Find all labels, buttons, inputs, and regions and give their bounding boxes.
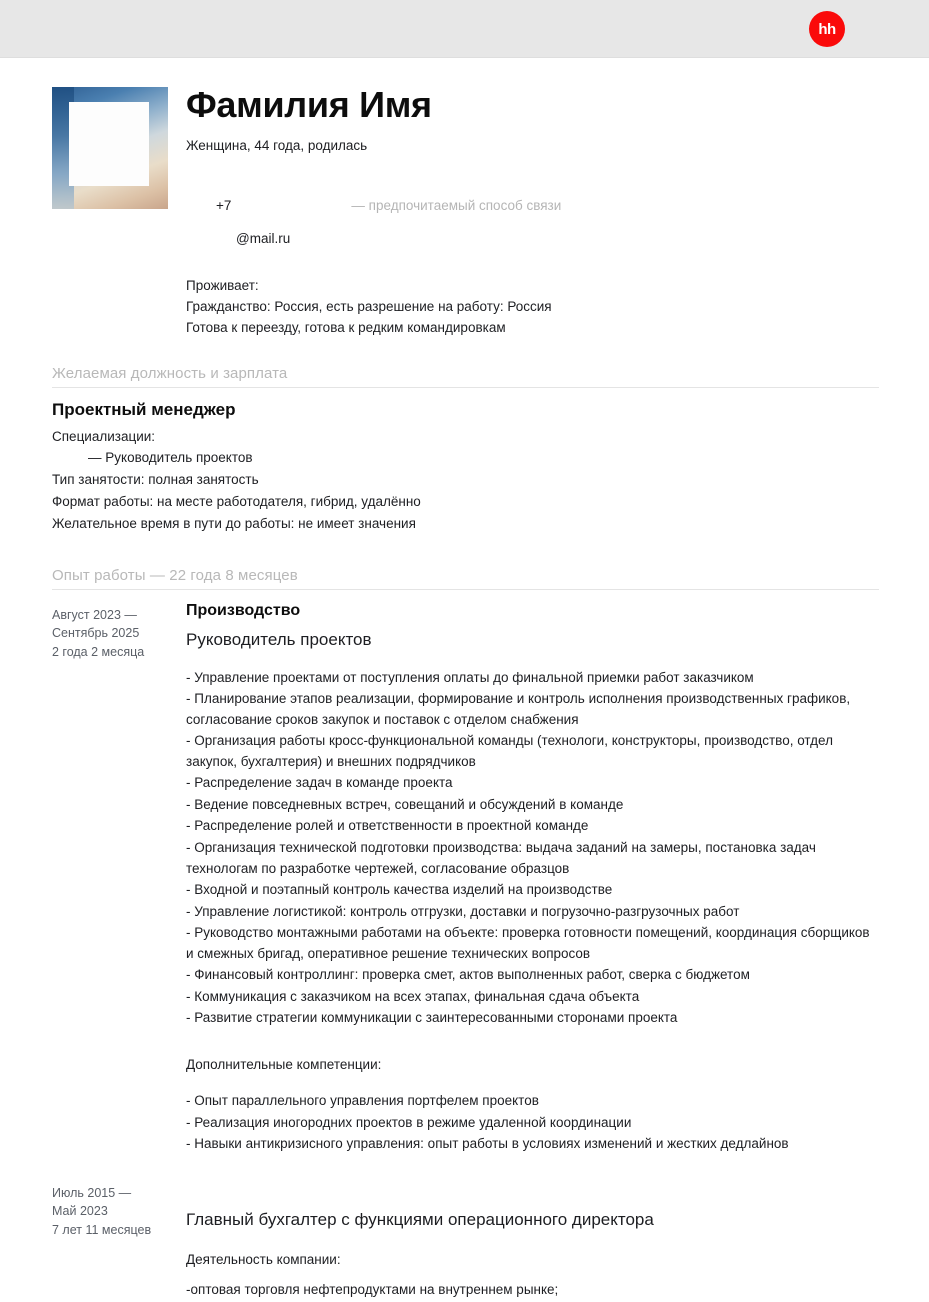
resume-header — [52, 58, 879, 339]
phone-value: +7 — [216, 197, 232, 213]
extra-competencies-label: Дополнительные компетенции: — [186, 1056, 382, 1072]
duty-item: - Управление проектами от поступления оплаты до финальной приемки работ заказчиком — [186, 669, 754, 685]
duty-item: Деятельность компании: — [186, 1251, 341, 1267]
avatar — [52, 87, 168, 209]
date-start: Август 2023 — — [52, 607, 137, 622]
specializations-label: Специализации: — [52, 428, 156, 444]
duty-item: - Распределение задач в команде проекта — [186, 775, 453, 791]
phone-preferred-note: — предпочитаемый способ связи — [351, 197, 562, 213]
duty-item: - Входной и поэтапный контроль качества изделий на производстве — [186, 882, 613, 898]
duty-item: - Организация работы кросс-функциональной команды (технологи, конструкторы, производство, отдел закупок, бухгалтерия) и внешних подрядчиков — [186, 733, 833, 769]
job-position: Главный бухгалтер с функциями операционного директора — [186, 1209, 654, 1229]
duty-item: - Ведение повседневных встреч, совещаний и обсуждений в команде — [186, 796, 624, 812]
gender-age-line: Женщина, 44 года, родилась — [186, 137, 368, 153]
residence-line: Проживает: — [186, 277, 259, 293]
commute-time-line: Желательное время в пути до работы: не имеет значения — [52, 516, 416, 531]
avatar-redaction-block — [69, 102, 149, 186]
extra-competency-item: - Навыки антикризисного управления: опыт работы в условиях изменений и жестких дедлайнов — [186, 1136, 789, 1152]
email-row: @mail.ru — [236, 230, 291, 246]
date-end: Май 2023 — [52, 1204, 108, 1219]
date-end: Сентябрь 2025 — [52, 626, 140, 641]
resume-page — [0, 58, 929, 1302]
duty-item: - Распределение ролей и ответственности в проектной команде — [186, 818, 589, 834]
job-position: Руководитель проектов — [186, 629, 372, 649]
relocation-line: Готова к переезду, готова к редким командировкам — [186, 319, 506, 335]
hh-logo-text: hh — [818, 20, 836, 38]
experience-dates — [52, 602, 186, 1156]
specialization-item: — Руководитель проектов — [88, 450, 253, 466]
company-name: Производство — [186, 601, 301, 619]
section-title-experience: Опыт работы — 22 года 8 месяцев — [52, 567, 879, 590]
experience-dates — [52, 1184, 186, 1302]
duty-item: - Руководство монтажными работами на объекте: проверка готовности помещений, координация сборщиков и смежных бригад, оперативное решение технических вопросов — [186, 925, 870, 961]
extra-competency-item: - Опыт параллельного управления портфелем проектов — [186, 1093, 539, 1109]
header-text-block — [186, 86, 879, 339]
section-desired-position — [52, 365, 879, 535]
desired-position-title: Проектный менеджер — [52, 399, 236, 419]
section-title-desired: Желаемая должность и зарплата — [52, 365, 879, 388]
duty-item: - Финансовый контроллинг: проверка смет, актов выполненных работ, сверка с бюджетом — [186, 967, 750, 983]
duty-item: - Организация технической подготовки производства: выдача заданий на замеры, постановка задач технологам по разработке чертежей, согласование образцов — [186, 839, 816, 876]
duty-item: - Планирование этапов реализации, формирование и контроль исполнения производственных графиков, согласование сроков закупок и поставок с отделом снабжения — [186, 691, 851, 727]
duty-item: - Коммуникация с заказчиком на всех этапах, финальная сдача объекта — [186, 988, 640, 1004]
date-start: Июль 2015 — — [52, 1185, 132, 1200]
phone-row — [186, 183, 879, 228]
page-title: Фамилия Имя — [186, 84, 432, 125]
experience-body — [186, 602, 879, 1156]
work-format-line: Формат работы: на месте работодателя, гибрид, удалённо — [52, 494, 421, 510]
experience-item — [52, 602, 879, 1156]
employment-type-line: Тип занятости: полная занятость — [52, 472, 259, 488]
experience-item — [52, 1184, 879, 1302]
section-experience — [52, 567, 879, 1302]
citizenship-line: Гражданство: Россия, есть разрешение на работу: Россия — [186, 298, 552, 314]
duty-item: - Развитие стратегии коммуникации с заинтересованными сторонами проекта — [186, 1010, 678, 1026]
duty-item: - Управление логистикой: контроль отгрузки, доставки и погрузочно-разгрузочных работ — [186, 903, 740, 919]
experience-body — [186, 1184, 879, 1302]
extra-competency-item: - Реализация иногородних проектов в режиме удаленной координации — [186, 1114, 632, 1130]
duty-item: -оптовая торговля нефтепродуктами на внутреннем рынке; — [186, 1282, 559, 1298]
hh-logo-icon[interactable] — [809, 11, 845, 47]
date-duration: 7 лет 11 месяцев — [52, 1222, 152, 1237]
date-duration: 2 года 2 месяца — [52, 644, 145, 659]
top-bar — [0, 0, 929, 58]
